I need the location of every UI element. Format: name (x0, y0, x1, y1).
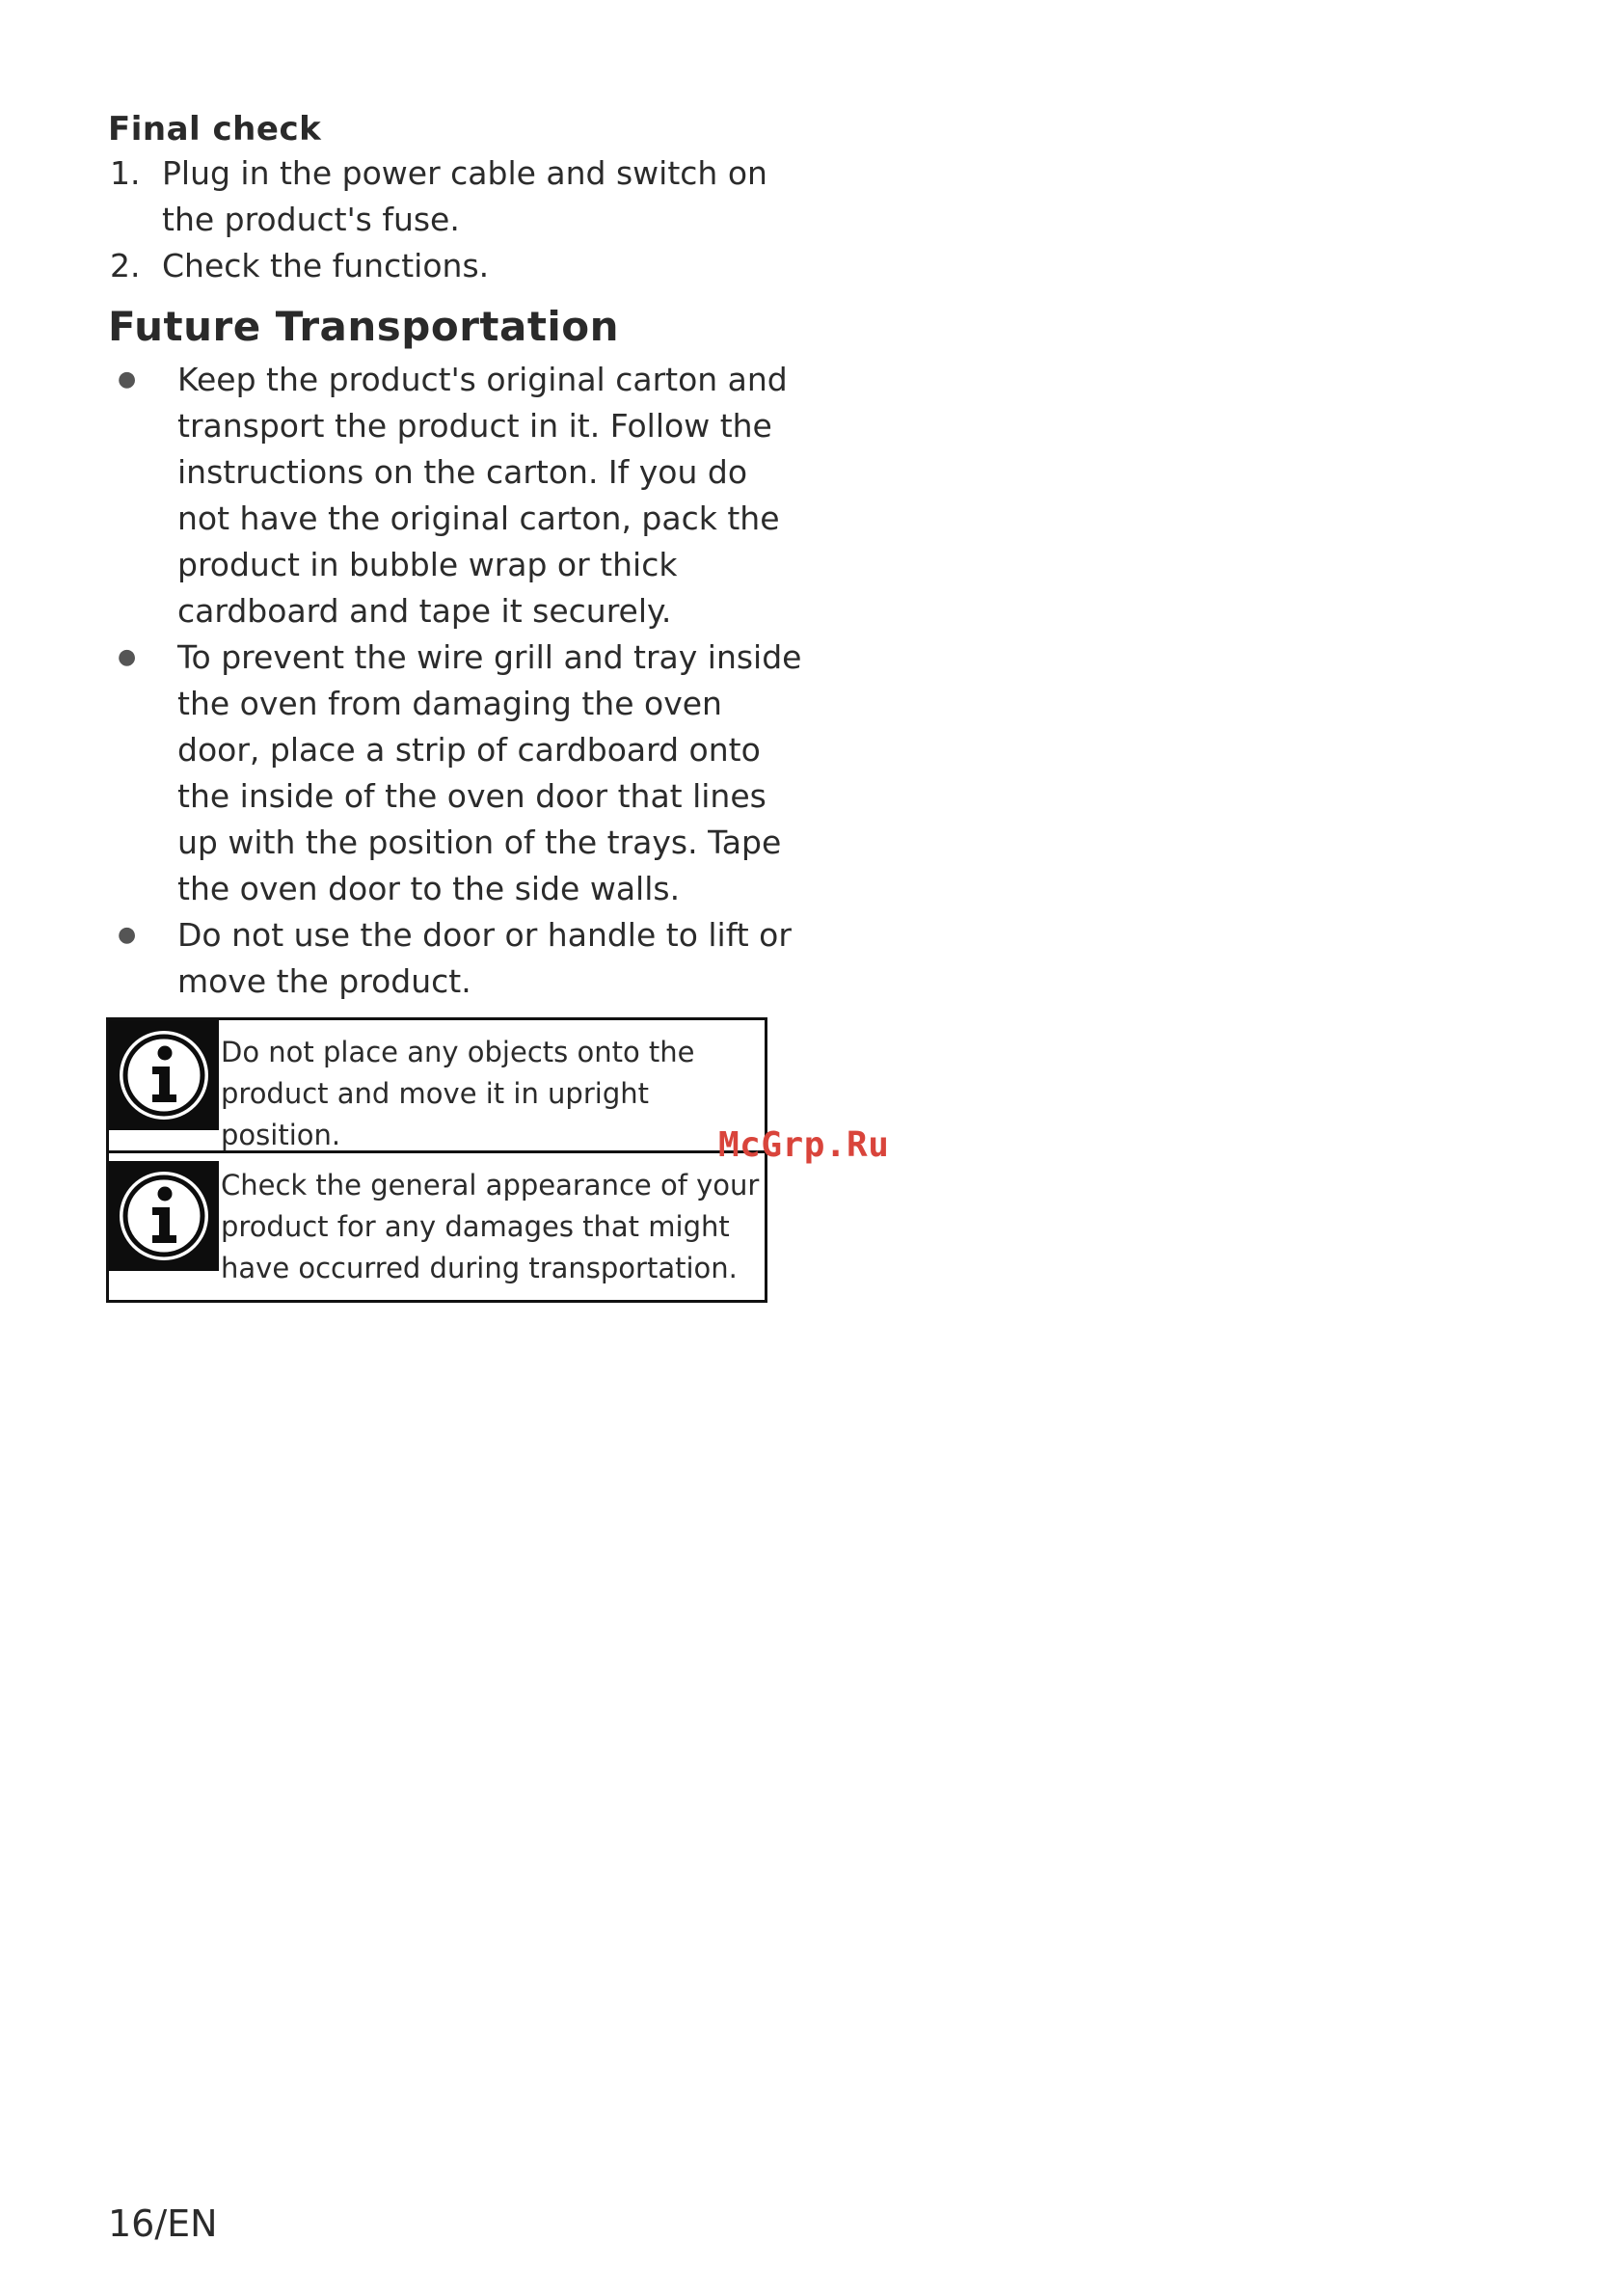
page-number: 16/EN (108, 2202, 218, 2245)
bullet-item (108, 912, 802, 1005)
watermark-text: McGrp.Ru (718, 1125, 890, 1165)
info-note (109, 1150, 765, 1300)
info-note-text: Check the general appearance of your product for any damages that might have occurred during transportation. (221, 1169, 760, 1284)
bullet-text: Do not use the door or handle to lift or move the product. (177, 916, 792, 1000)
info-note (109, 1020, 765, 1150)
step-text: Plug in the power cable and switch on the product's fuse. (162, 154, 767, 238)
future-transportation-heading: Future Transportation (108, 303, 620, 350)
step-text: Check the functions. (162, 247, 490, 284)
info-notes-box (106, 1017, 767, 1303)
transportation-bullets (108, 357, 802, 1005)
bullet-dot-icon: ● (118, 645, 137, 669)
step-item (108, 243, 802, 289)
content-column (108, 108, 802, 1005)
step-item (108, 150, 802, 243)
bullet-text: To prevent the wire grill and tray inside the oven from damaging the oven door, place a strip of cardboard onto the inside of the oven door that lines up with the position of the trays. Tape the oven door to the side walls. (177, 638, 802, 907)
bullet-dot-icon: ● (118, 367, 137, 392)
info-icon (109, 1020, 219, 1130)
step-number: 2. (110, 247, 141, 284)
info-icon (109, 1161, 219, 1271)
bullet-text: Keep the product's original carton and transport the product in it. Follow the instructions on the carton. If you do not have the original carton, pack the product in bubble wrap or thick cardboard and tape it securely. (177, 361, 788, 630)
final-check-steps (108, 150, 802, 289)
bullet-dot-icon: ● (118, 923, 137, 947)
info-note-text: Do not place any objects onto the product and move it in upright position. (221, 1036, 695, 1151)
bullet-item (108, 635, 802, 912)
bullet-item (108, 357, 802, 635)
step-number: 1. (110, 154, 141, 192)
final-check-heading: Final check (108, 110, 322, 149)
